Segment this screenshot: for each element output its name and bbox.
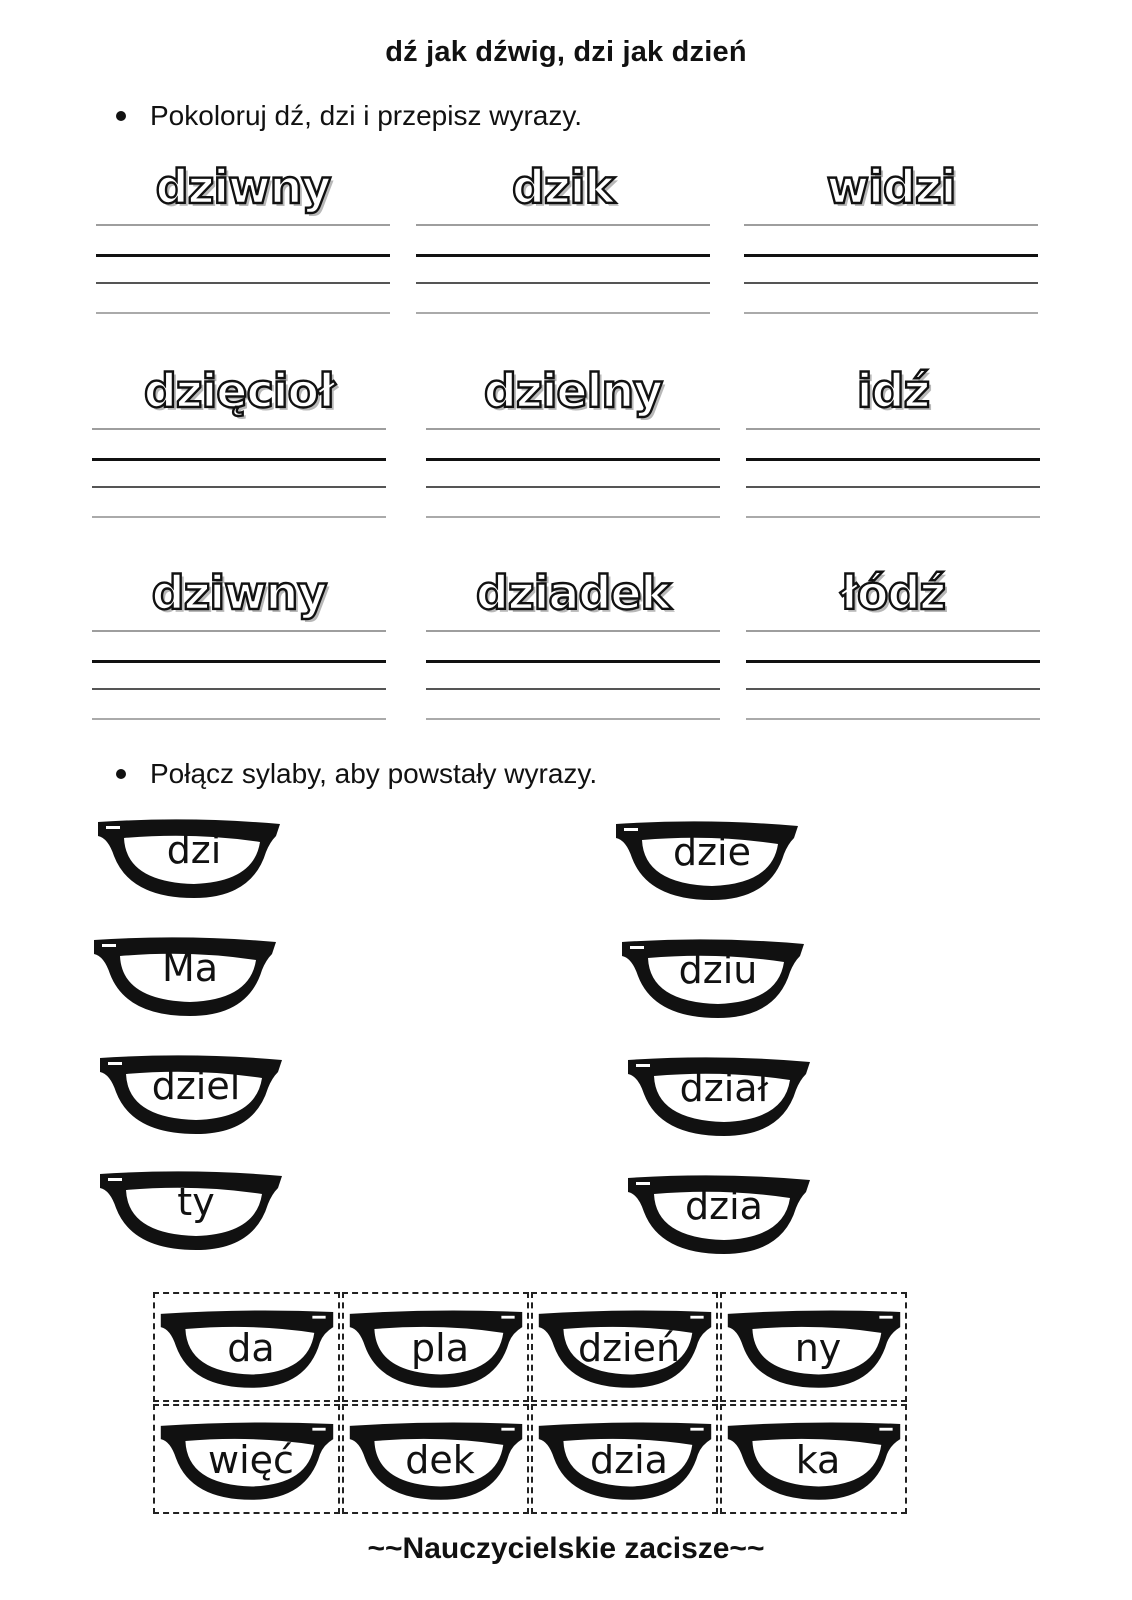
cutout-card[interactable] xyxy=(153,1292,340,1402)
word-cell xyxy=(92,364,386,534)
cutout-card[interactable] xyxy=(342,1404,529,1514)
word-cell xyxy=(426,566,720,736)
glasses-icon[interactable] xyxy=(94,812,284,912)
syllable: ty xyxy=(177,1180,215,1224)
outline-word: dzielny xyxy=(483,364,663,418)
word-cell xyxy=(96,160,390,330)
syllable: dzia xyxy=(685,1184,763,1228)
cutout-cards xyxy=(153,1292,909,1516)
word-cell xyxy=(744,160,1038,330)
writing-lines[interactable] xyxy=(426,428,720,524)
syllable: ny xyxy=(794,1326,842,1370)
word-cell xyxy=(746,364,1040,534)
cutout-card[interactable] xyxy=(342,1292,529,1402)
cutout-card[interactable] xyxy=(531,1292,718,1402)
glasses-icon[interactable] xyxy=(618,932,808,1032)
glasses-icon xyxy=(346,1410,526,1510)
cutout-card[interactable] xyxy=(531,1404,718,1514)
bullet-icon xyxy=(116,769,126,779)
outline-word: dzik xyxy=(511,160,615,214)
writing-lines[interactable] xyxy=(92,630,386,726)
outline-word: dzięcioł xyxy=(143,364,335,418)
cutout-card[interactable] xyxy=(720,1404,907,1514)
syllable: dziu xyxy=(678,948,758,992)
syllable: dek xyxy=(405,1438,475,1482)
page-title: dź jak dźwig, dzi jak dzień xyxy=(385,36,747,68)
glasses-icon[interactable] xyxy=(612,814,802,914)
writing-lines[interactable] xyxy=(744,224,1038,320)
syllable: dział xyxy=(679,1066,769,1110)
glasses-icon[interactable] xyxy=(90,930,280,1030)
cutout-card[interactable] xyxy=(720,1292,907,1402)
glasses-icon xyxy=(157,1410,337,1510)
writing-lines[interactable] xyxy=(96,224,390,320)
writing-lines[interactable] xyxy=(426,630,720,726)
syllable: dzia xyxy=(590,1438,668,1482)
instruction-text: Pokoloruj dź, dzi i przepisz wyrazy. xyxy=(150,100,583,131)
glasses-icon xyxy=(157,1298,337,1398)
footer-signature: ~~Nauczycielskie zacisze~~ xyxy=(367,1532,765,1565)
syllable: dzień xyxy=(577,1326,681,1370)
outline-word: łódź xyxy=(840,566,946,620)
outline-word: idź xyxy=(856,364,930,418)
writing-lines[interactable] xyxy=(92,428,386,524)
syllable: Ma xyxy=(161,946,219,990)
glasses-icon[interactable] xyxy=(96,1048,286,1148)
instruction-color-copy xyxy=(116,100,582,132)
word-cell xyxy=(746,566,1040,736)
syllable: pla xyxy=(411,1326,469,1370)
outline-word: dziadek xyxy=(475,566,671,620)
outline-word: dziwny xyxy=(155,160,331,214)
writing-lines[interactable] xyxy=(746,630,1040,726)
syllable: da xyxy=(227,1326,275,1370)
glasses-icon[interactable] xyxy=(624,1168,814,1268)
writing-lines[interactable] xyxy=(746,428,1040,524)
writing-lines[interactable] xyxy=(416,224,710,320)
syllable: dzie xyxy=(672,830,751,874)
word-cell xyxy=(92,566,386,736)
syllable: więć xyxy=(208,1438,294,1482)
glasses-icon[interactable] xyxy=(96,1164,286,1264)
syllable: dzi xyxy=(166,828,222,872)
glasses-icon xyxy=(346,1298,526,1398)
cutout-card[interactable] xyxy=(153,1404,340,1514)
glasses-icon xyxy=(724,1410,904,1510)
glasses-icon xyxy=(535,1298,715,1398)
glasses-icon xyxy=(724,1298,904,1398)
syllable: ka xyxy=(795,1438,841,1482)
instruction-text: Połącz sylaby, aby powstały wyrazy. xyxy=(150,758,598,789)
word-cell xyxy=(416,160,710,330)
bullet-icon xyxy=(116,111,126,121)
syllable: dziel xyxy=(151,1064,241,1108)
word-cell xyxy=(426,364,720,534)
instruction-connect xyxy=(116,758,597,790)
glasses-icon[interactable] xyxy=(624,1050,814,1150)
outline-word: dziwny xyxy=(151,566,327,620)
outline-word: widzi xyxy=(826,160,956,214)
glasses-icon xyxy=(535,1410,715,1510)
